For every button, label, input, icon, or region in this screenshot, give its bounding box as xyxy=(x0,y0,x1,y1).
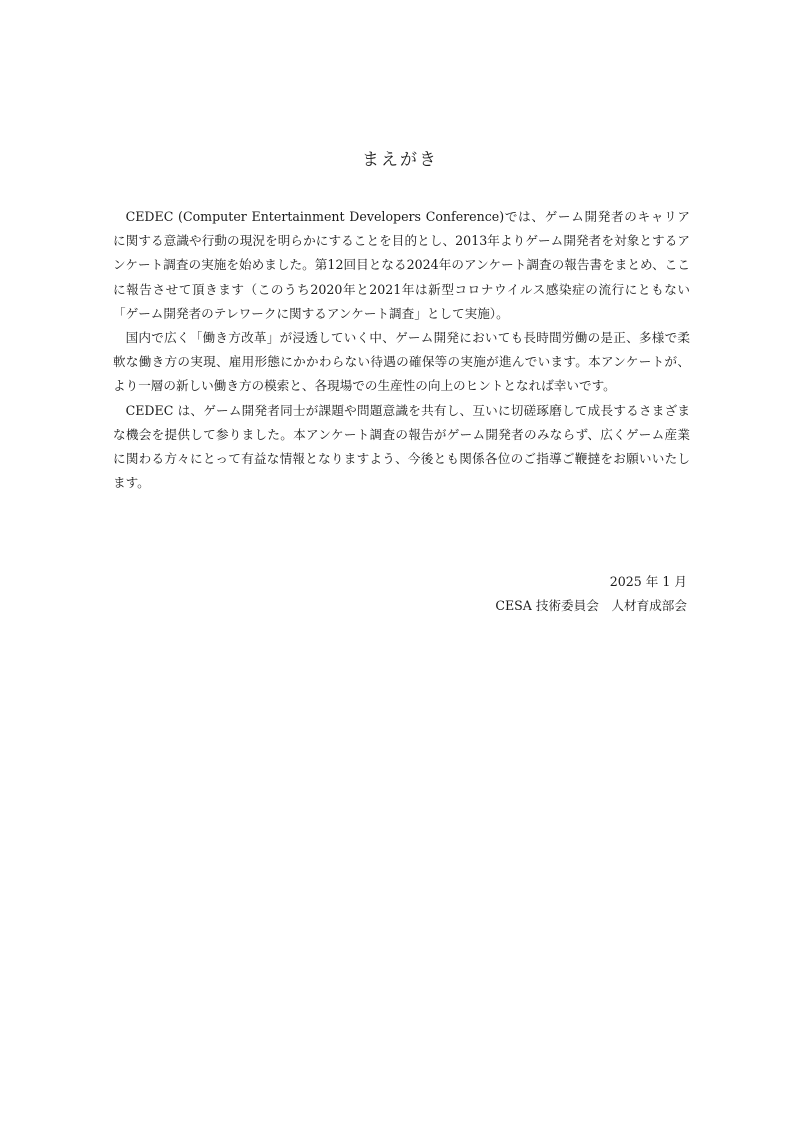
signature-block xyxy=(495,570,687,618)
paragraph-3: CEDEC は、ゲーム開発者同士が課題や問題意識を共有し、互いに切磋琢磨して成長するさまざまな機会を提供して参りました。本アンケート調査の報告がゲーム開発者のみならず、広くゲーム産業に関わる方々にとって有益な情報となりますよう、今後とも関係各位のご指導ご鞭撻をお願いいたします。 xyxy=(113,402,690,491)
paragraph-2: 国内で広く「働き方改革」が浸透していく中、ゲーム開発においても長時間労働の是正、多様で柔軟な働き方の実現、雇用形態にかかわらない待遇の確保等の実施が進んでいます。本アンケートが、より一層の新しい働き方の模索と、各現場での生産性の向上のヒントとなれば幸いです。 xyxy=(113,330,690,394)
author: CESA 技術委員会 人材育成部会 xyxy=(495,598,687,614)
page-title: まえがき xyxy=(362,150,438,170)
paragraph-1: CEDEC (Computer Entertainment Developers Conference)では、ゲーム開発者のキャリアに関する意識や行動の現況を明らかにすることを目的とし、2013年よりゲーム開発者を対象とするアンケート調査の実施を始めました。第12回目となる2024年のアンケート調査の報告書をまとめ、ここに報告させて頂きます（このうち2020年と2021年は新型コロナウイルス感染症の流行にともない「ゲーム開発者のテレワークに関するアンケート調査」として実施）。 xyxy=(113,209,690,321)
body-text xyxy=(113,205,690,495)
date: 2025 年 1 月 xyxy=(609,574,687,589)
